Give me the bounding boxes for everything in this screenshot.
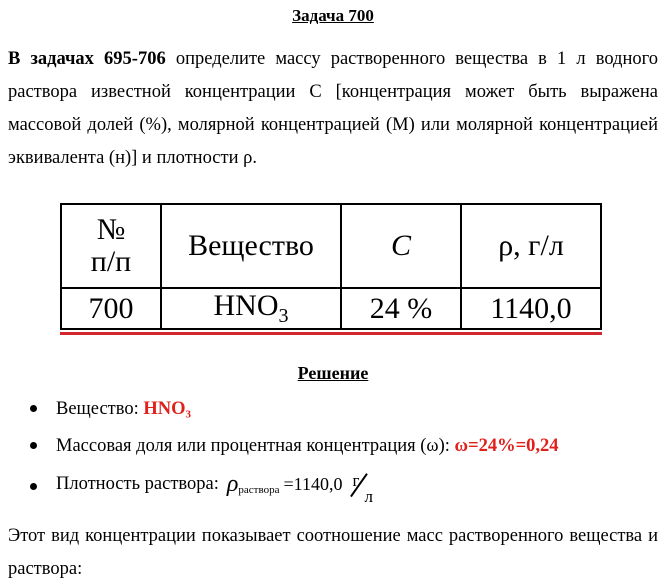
substance-subscript: 3 — [278, 305, 289, 327]
problem-statement — [8, 43, 658, 175]
bullet-icon — [30, 442, 37, 449]
list-item-mass-fraction — [0, 430, 666, 467]
substance-formula: HNO — [213, 289, 279, 322]
header-number-label: № п/п — [90, 213, 132, 278]
header-number — [61, 204, 161, 288]
bullet-icon — [30, 405, 37, 412]
unit-fraction — [350, 467, 380, 506]
substance-value: HNO₃ — [143, 399, 192, 419]
density-label: Плотность раствора: — [56, 474, 219, 494]
explanation-text: Этот вид концентрации показывает соотношение масс растворенного вещества и раствора: — [8, 526, 658, 579]
cell-density: 1140,0 — [461, 288, 601, 329]
unit-denominator: л — [364, 487, 373, 506]
cell-concentration: 24 % — [341, 288, 461, 329]
given-list — [0, 393, 666, 511]
substance-label: Вещество: — [56, 399, 144, 419]
density-value: =1140,0 — [283, 474, 343, 494]
list-item-density — [0, 467, 666, 511]
mass-fraction-value: ω=24%=0,24 — [454, 436, 559, 456]
header-substance: Вещество — [161, 204, 341, 288]
table-header-row — [61, 204, 601, 288]
data-table-container — [60, 203, 604, 331]
table-row — [61, 288, 601, 329]
header-concentration: C — [341, 204, 461, 288]
solution-heading: Решение — [297, 363, 369, 383]
density-row — [56, 467, 380, 506]
cell-number: 700 — [61, 288, 161, 329]
density-symbol: ρ — [226, 471, 239, 497]
cell-substance — [161, 288, 341, 329]
bullet-icon — [30, 483, 37, 490]
density-subscript: раствора — [238, 484, 280, 496]
header-density: ρ, г/л — [461, 204, 601, 288]
unit-numerator: г — [352, 471, 360, 490]
mass-fraction-label: Массовая доля или процентная концентрация (ω): — [56, 436, 455, 456]
problem-text: определите массу растворенного вещества в 1 л водного раствора известной концентрации С [концентрация может быть выражена массовой долей (%), молярной концентрацией (М) или молярной концентрацией эквивалента (н)] и плотности ρ. — [8, 49, 658, 168]
list-item-substance — [0, 393, 666, 430]
data-table — [60, 203, 602, 330]
table-underline — [60, 332, 602, 335]
problem-range: В задачах 695-706 — [8, 49, 166, 69]
problem-title: Задача 700 — [292, 6, 374, 25]
